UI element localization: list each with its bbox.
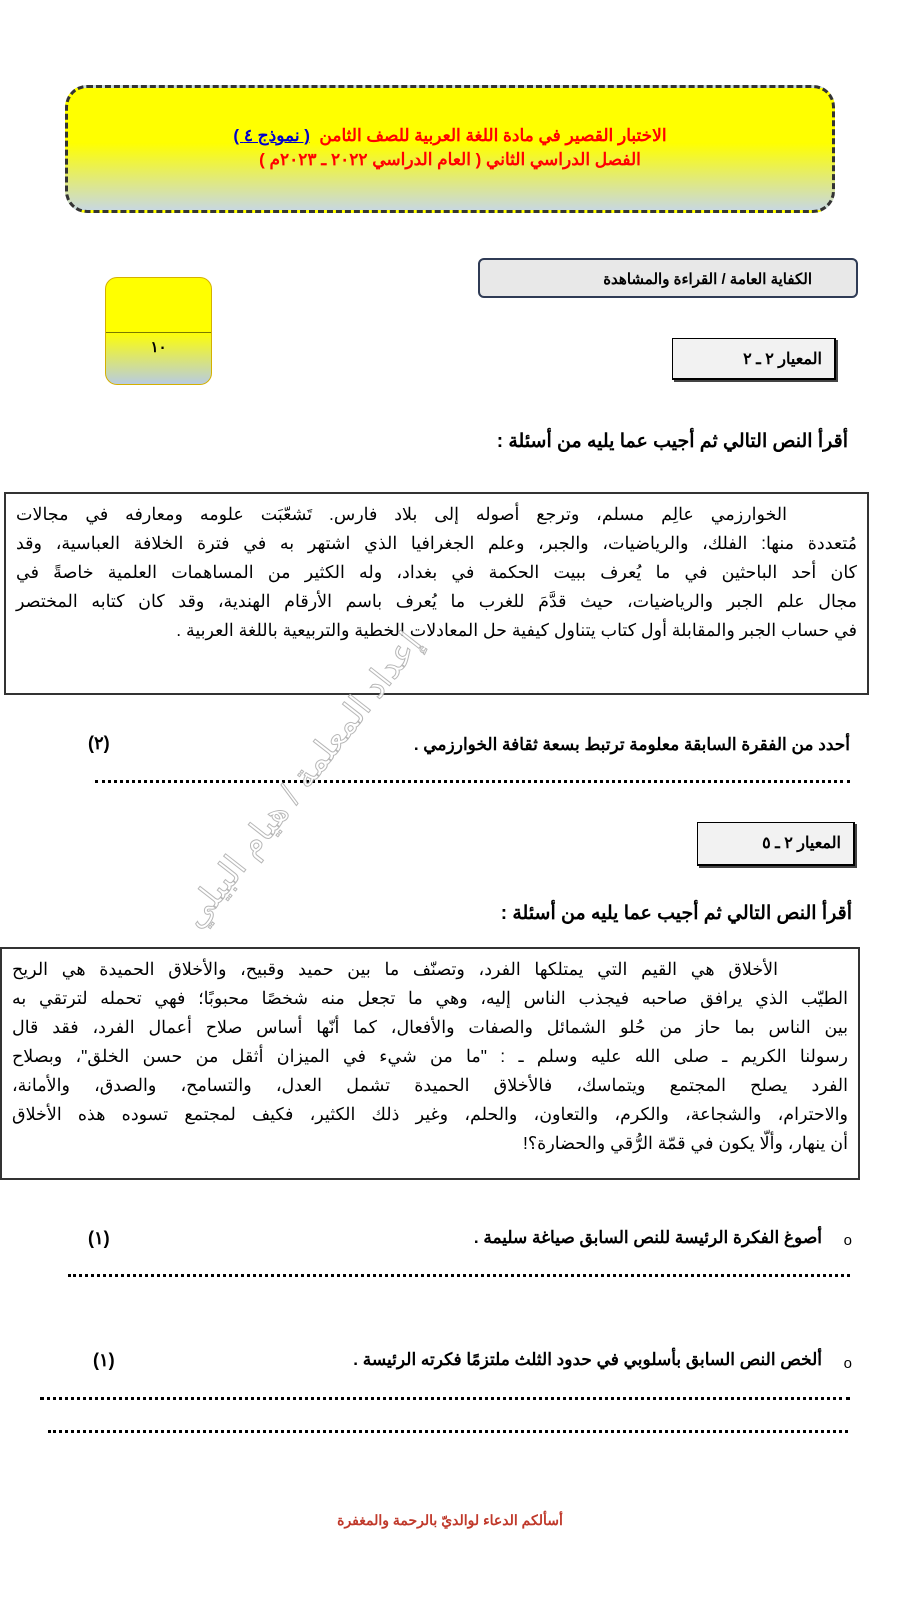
- passage-line: رسولنا الكريم ـ صلى الله عليه وسلم ـ : "ما من شيء في الميزان أثقل من حسن الخلق"، وبصلاح: [12, 1046, 848, 1066]
- question-1: أحدد من الفقرة السابقة معلومة ترتبط بسعة ثقافة الخوارزمي .: [413, 735, 850, 754]
- passage-line: في حساب الجبر والمقابلة أول كتاب يتناول كيفية حل المعادلات الخطية والتربيعية باللغة العربية .: [176, 620, 857, 640]
- question-2-mark: (١): [88, 1228, 110, 1248]
- answer-line[interactable]: [40, 1397, 850, 1400]
- standard-2-label: المعيار ٢ ـ ٥: [697, 822, 855, 866]
- exam-header: [65, 85, 835, 213]
- standard-1-label: المعيار ٢ ـ ٢: [672, 338, 836, 380]
- section-1-instruction: أقرأ النص التالي ثم أجيب عما يليه من أسئلة :: [496, 431, 848, 452]
- competency-label: الكفاية العامة / القراءة والمشاهدة: [478, 258, 858, 298]
- exam-subtitle: الفصل الدراسي الثاني ( العام الدراسي ٢٠٢٢ ـ ٢٠٢٣م ): [259, 150, 641, 169]
- answer-line[interactable]: [68, 1274, 850, 1277]
- question-3: ألخص النص السابق بأسلوبي في حدود الثلث ملتزمًا فكرته الرئيسة .: [353, 1350, 822, 1369]
- passage-line: الأخلاق هي القيم التي يمتلكها الفرد، وتصنّف ما بين حميد وقبيح، والأخلاق الحميدة هي الريح: [12, 959, 778, 979]
- exam-title: الاختبار القصير في مادة اللغة العربية للصف الثامن: [319, 126, 667, 145]
- passage-line: أن ينهار، وألّا يكون في قمّة الرُّقي والحضارة؟!: [523, 1133, 848, 1153]
- question-3-mark: (١): [93, 1350, 115, 1370]
- answer-line[interactable]: [95, 780, 850, 783]
- passage-line: والاحترام، والشجاعة، والكرم، والتعاون، والحلم، وغير ذلك الكثير، فكيف لمجتمع تسوده هذه الأخلاق: [12, 1104, 848, 1124]
- passage-line: الفرد يصلح المجتمع ويتماسك، فالأخلاق الحميدة تشمل العدل، والتسامح، والصدق، والأمانة،: [12, 1075, 848, 1095]
- passage-1: [4, 492, 869, 695]
- question-2: أصوغ الفكرة الرئيسة للنص السابق صياغة سليمة .: [473, 1228, 822, 1247]
- passage-line: مجال علم الجبر والرياضيات، حيث قدَّمَ للغرب ما يُعرف باسم الأرقام الهندية، وقد كان كتابه المختصر: [16, 591, 857, 611]
- question-1-mark: (٢): [88, 733, 110, 753]
- score-divider: [106, 332, 211, 333]
- passage-line: كان أحد الباحثين في ما يُعرف ببيت الحكمة في بغداد، وله الكثير من المساهمات العلمية خاصةً في: [16, 562, 857, 582]
- bullet-icon: o: [843, 1232, 852, 1249]
- footer-note: أسألكم الدعاء لوالديّ بالرحمة والمغفرة: [337, 1512, 563, 1528]
- bullet-icon: o: [843, 1355, 852, 1372]
- passage-2: [0, 947, 860, 1180]
- score-box: [105, 277, 212, 385]
- section-2-instruction: أقرأ النص التالي ثم أجيب عما يليه من أسئلة :: [500, 903, 852, 924]
- passage-line: بين الناس بما حاز من حُلو الشمائل والصفات والأفعال، كما أنّها أساس صلاح أعمال الفرد، فقد قال: [12, 1017, 848, 1037]
- model-number: ( نموذج ٤ ): [233, 126, 310, 145]
- passage-line: مُتعددة منها: الفلك، والرياضيات، والجبر، وعلم الجغرافيا الذي اشتهر به في فترة الخلافة العباسية، وقد: [16, 533, 857, 553]
- passage-line: الطيّب الذي يرافق صاحبه فيجذب الناس إليه، وهي ما تجعل منه شخصًا محبوبًا؛ فهي تحمله لترتقي به: [12, 988, 848, 1008]
- answer-line[interactable]: [48, 1430, 848, 1433]
- exam-title-line: [68, 126, 832, 146]
- watermark: إعداد المعلمة / هيام البيلي: [174, 624, 429, 936]
- score-total: ١٠: [150, 339, 167, 356]
- passage-line: الخوارزمي عالِم مسلم، وترجع أصوله إلى بلاد فارس. تَشعّبَت علومه ومعارفه في مجالات: [16, 504, 787, 524]
